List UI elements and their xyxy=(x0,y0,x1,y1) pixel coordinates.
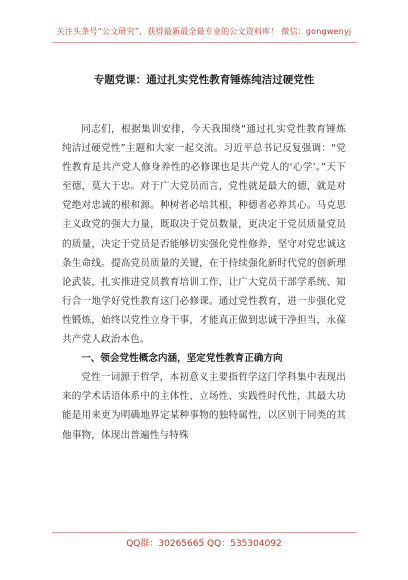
document-title: 专题党课：通过扎实党性教育锤炼纯洁过硬党性 xyxy=(93,74,315,86)
document-body xyxy=(62,120,346,445)
footer-divider xyxy=(52,532,357,533)
body-paragraph: 同志们，根据集训安排，今天我围绕“通过扎实党性教育锤炼纯洁过硬党性”主题和大家一起交流。习近平总书记反复强调：“党性教育是共产党人修身养性的必修课也是共产党人的‘心学’。”天下至德，莫大于忠。对于广大党员而言，党性就是最大的德，就是对党绝对忠诚的根和源。种树者必培其根，种德者必养其心。马克思主义政党的强大力量，既取决于党员数量，更决定于党员质量党员的质量，决定于党员是否能够切实强化党性修养，坚守对党忠诚这条生命线。提高党员质量的关键，在于持续强化新时代党的创新理论武装，扎实推进党员教育培训工作，让广大党员干部学系统、知行合一地学好党性教育这门必修课。通过党性教育，进一步强化党性锻炼，始终以党性立身干事，才能真正做到忠诚干净担当，永葆共产党人政治本色。 xyxy=(62,124,346,346)
section-paragraph: 党性一词源于哲学，本初意义主要指哲学这门学科集中表现出来的学术话语体系中的主体性、立场性、实践性时代性，其最大功能是用来更为明确地界定某种事物的独特属性，以区别于同类的其他事物，体现出普遍性与特殊 xyxy=(62,372,346,441)
footer-contact: QQ群：30265665 QQ：535304092 xyxy=(126,539,282,549)
header-divider xyxy=(52,42,357,43)
header-banner: 关注头条号“公文研究”，获得最新最全最专业的公文资料库！ 微信：gongwenyj xyxy=(56,27,352,36)
section-heading: 一、领会党性概念内涵，坚定党性教育正确方向 xyxy=(81,353,283,365)
